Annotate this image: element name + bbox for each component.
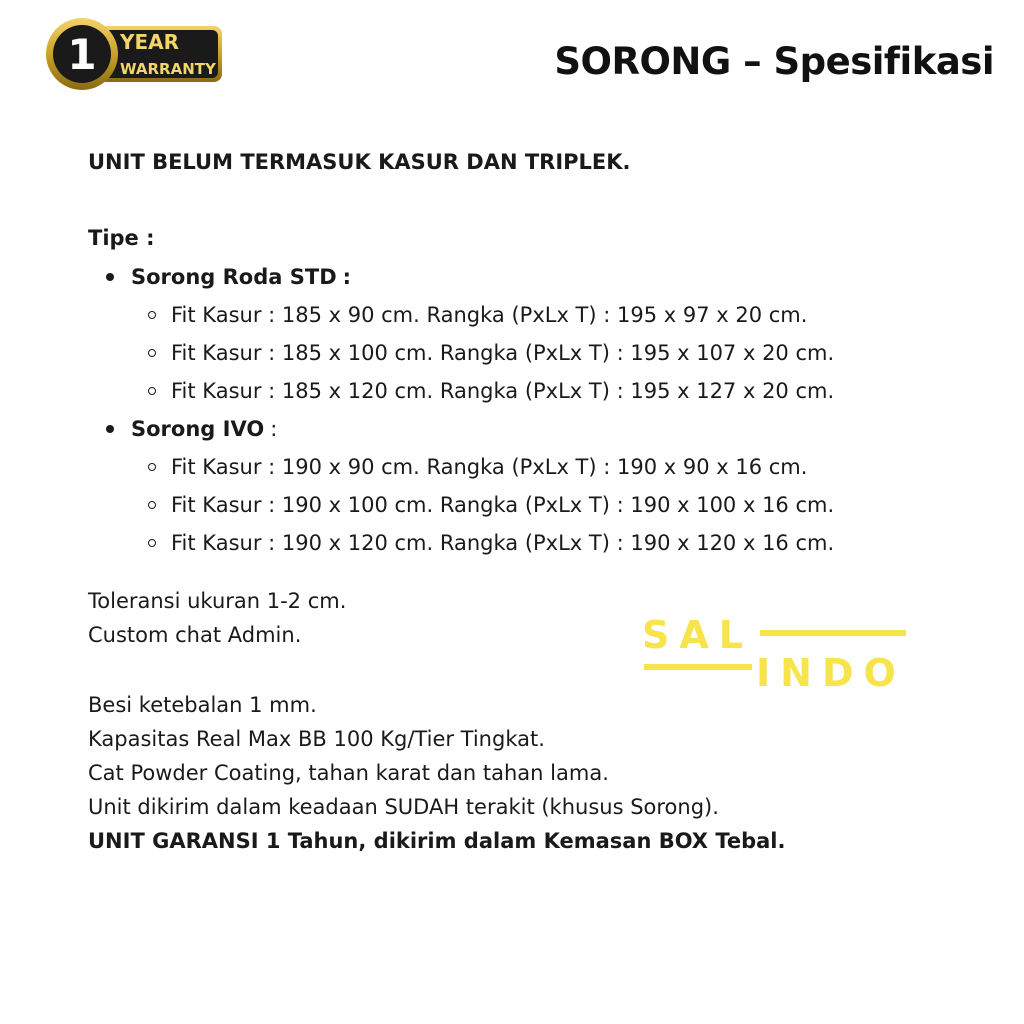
circle-bullet-icon bbox=[148, 501, 156, 509]
bullet-dot-icon bbox=[106, 273, 114, 281]
warranty-line: UNIT GARANSI 1 Tahun, dikirim dalam Kemasan BOX Tebal. bbox=[88, 829, 786, 853]
spec-text: Fit Kasur : 185 x 100 cm. Rangka (PxLx T) : 195 x 107 x 20 cm. bbox=[171, 341, 835, 365]
spec-list bbox=[104, 448, 834, 562]
note-line: Besi ketebalan 1 mm. bbox=[88, 693, 317, 717]
logo-text-top: SAL bbox=[642, 613, 753, 657]
spec-item bbox=[104, 372, 834, 410]
spec-text: Fit Kasur : 190 x 100 cm. Rangka (PxLx T) : 190 x 100 x 16 cm. bbox=[171, 493, 835, 517]
spec-item bbox=[104, 486, 834, 524]
note-line: Unit dikirim dalam keadaan SUDAH terakit (khusus Sorong). bbox=[88, 795, 719, 819]
spec-text: Fit Kasur : 185 x 90 cm. Rangka (PxLx T) : 195 x 97 x 20 cm. bbox=[171, 303, 808, 327]
type-name: Sorong IVO bbox=[131, 417, 265, 441]
circle-bullet-icon bbox=[148, 311, 156, 319]
type-block-ivo bbox=[104, 410, 834, 562]
types-label: Tipe : bbox=[88, 226, 155, 250]
badge-line2: WARRANTY bbox=[120, 60, 216, 78]
circle-bullet-icon bbox=[148, 387, 156, 395]
note-line: Cat Powder Coating, tahan karat dan tahan lama. bbox=[88, 761, 609, 785]
type-colon: : bbox=[270, 417, 278, 441]
type-heading bbox=[104, 258, 834, 296]
product-notes bbox=[88, 688, 785, 858]
circle-bullet-icon bbox=[148, 349, 156, 357]
type-block-std bbox=[104, 258, 834, 410]
spec-list bbox=[104, 296, 834, 410]
spec-item bbox=[104, 296, 834, 334]
spec-item bbox=[104, 448, 834, 486]
note-line: Toleransi ukuran 1-2 cm. bbox=[88, 589, 347, 613]
page-title: SORONG – Spesifikasi bbox=[554, 40, 994, 83]
spec-item bbox=[104, 334, 834, 372]
spec-text: Fit Kasur : 185 x 120 cm. Rangka (PxLx T) : 195 x 127 x 20 cm. bbox=[171, 379, 835, 403]
tolerance-notes bbox=[88, 584, 346, 652]
bullet-dot-icon bbox=[106, 425, 114, 433]
circle-bullet-icon bbox=[148, 539, 156, 547]
spec-text: Fit Kasur : 190 x 120 cm. Rangka (PxLx T) : 190 x 120 x 16 cm. bbox=[171, 531, 835, 555]
badge-line1: YEAR bbox=[120, 30, 180, 54]
type-colon: : bbox=[342, 265, 352, 289]
logo-text-bottom: INDO bbox=[756, 651, 906, 694]
type-heading bbox=[104, 410, 834, 448]
note-line: Kapasitas Real Max BB 100 Kg/Tier Tingkat. bbox=[88, 727, 545, 751]
salindo-logo bbox=[640, 612, 910, 694]
badge-number: 1 bbox=[67, 30, 97, 79]
note-line: Custom chat Admin. bbox=[88, 623, 302, 647]
type-name: Sorong Roda STD bbox=[131, 265, 337, 289]
spec-item bbox=[104, 524, 834, 562]
circle-bullet-icon bbox=[148, 463, 156, 471]
spec-text: Fit Kasur : 190 x 90 cm. Rangka (PxLx T) : 190 x 90 x 16 cm. bbox=[171, 455, 808, 479]
warranty-badge bbox=[44, 16, 226, 92]
notice-text: UNIT BELUM TERMASUK KASUR DAN TRIPLEK. bbox=[88, 150, 631, 174]
